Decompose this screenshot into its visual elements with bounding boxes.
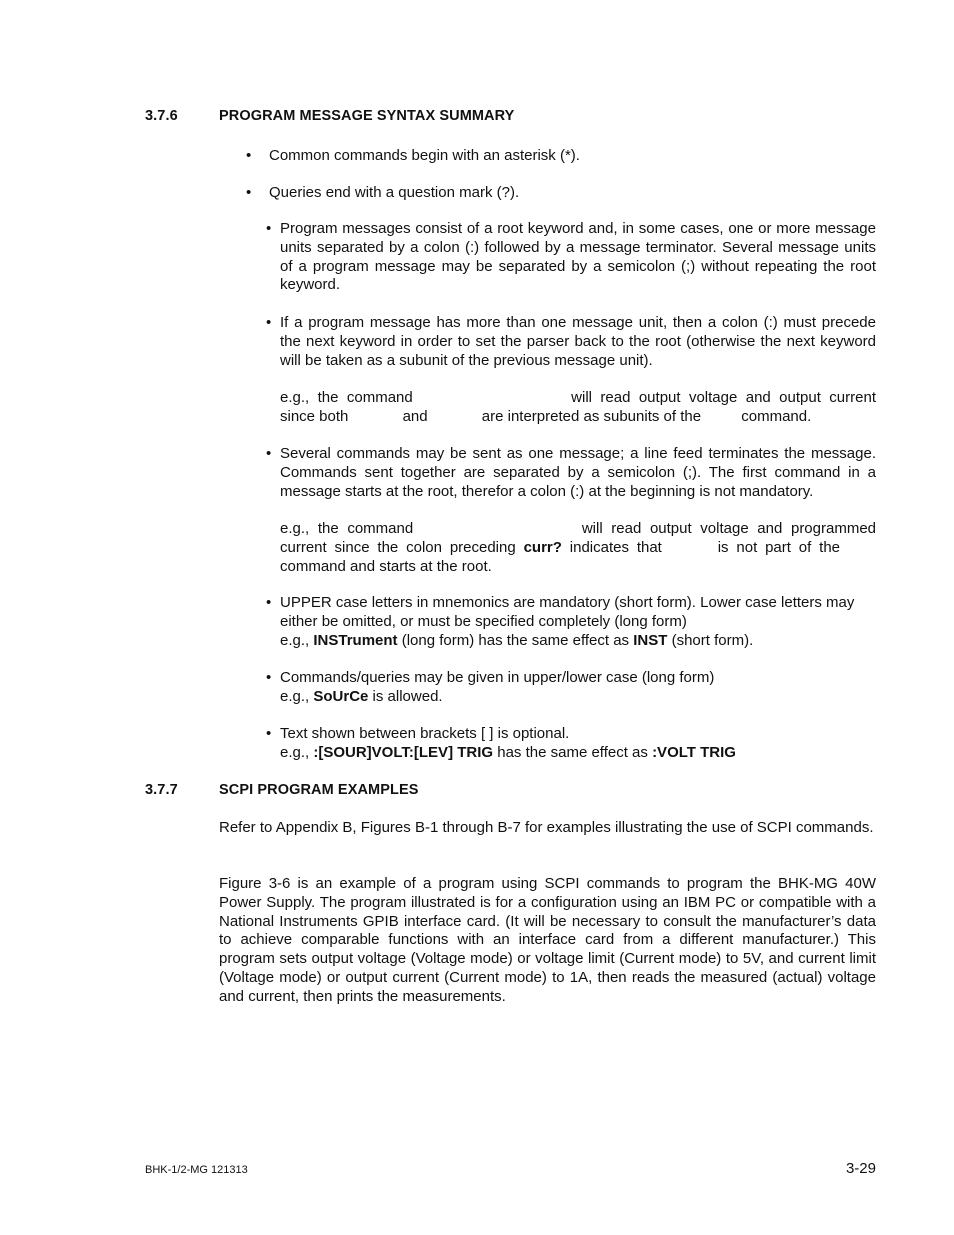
bullet-text: If a program message has more than one message unit, then a colon (:) must precede the next keyword in order to set the parser back to the root (otherwise the next keyword will be taken as a subunit of the previous message unit).	[280, 314, 876, 369]
bullet-sentence: UPPER case letters in mnemonics are mandatory (short form). Lower case letters may either be omitted, or must be specified completely (long form)	[280, 594, 855, 630]
bullet-dot: •	[266, 220, 272, 237]
bullet-text: Queries end with a question mark (?).	[269, 184, 520, 201]
example-part: (short form).	[671, 631, 754, 649]
paragraph-figure-3-6: Figure 3-6 is an example of a program using SCPI commands to program the BHK-MG 40W Power Supply. The program illustrated is for a configuration using an IBM PC or compatible with a National Instruments GPIB interface card. (It will be necessary to consult the manufacturer’s data to achieve comparable functions with an interface card from a different manufacturer.) This program sets output voltage (Voltage mode) or voltage limit (Current mode) to 5V, and current limit (Voltage mode) or output current (Current mode) to 1A, then reads the measured (actual) voltage and current, then prints the measurements.	[219, 875, 876, 1005]
bullet-upper-case	[266, 594, 876, 650]
example-part: e.g., the command	[280, 389, 413, 407]
bullet-text: Program messages consist of a root keyword and, in some cases, one or more message units separated by a colon (:) followed by a message terminator. Several message units of a program message may be separated by a semicolon (;) without repeating the root keyword.	[280, 220, 876, 294]
bullet-brackets-optional	[266, 725, 876, 763]
bullet-dot: •	[246, 184, 252, 201]
example-part: will read output voltage and output current since both	[280, 389, 876, 425]
footer-page-number: 3-29	[845, 1160, 876, 1177]
example-part: (long form) has the same effect as	[401, 631, 630, 649]
example-part: will read output voltage and programmed current since the colon preceding	[280, 520, 877, 556]
bullet-message-units	[266, 314, 876, 427]
bullet-sentence: Text shown between brackets [ ] is optional.	[280, 725, 570, 742]
bullet-text: Several commands may be sent as one message; a line feed terminates the message. Commands sent together are separated by a semicolon (;). The first command in a message starts at the root, therefor a colon (:) at the beginning is not mandatory.	[280, 445, 876, 500]
example-bold: SoUrCe	[313, 687, 369, 705]
bullet-dot: •	[266, 314, 272, 331]
example-bold: :VOLT TRIG	[652, 743, 736, 761]
example-part: are interpreted as subunits of the	[481, 407, 702, 425]
example-bold: :[SOUR]VOLT:[LEV] TRIG	[313, 743, 494, 761]
bullet-sentence: Commands/queries may be given in upper/lower case (long form)	[280, 669, 715, 686]
example-text	[280, 520, 876, 576]
section-heading-3-7-7	[145, 782, 419, 798]
section-number: 3.7.7	[145, 782, 178, 798]
example-part: command.	[741, 407, 812, 425]
example-bold: INSTrument	[313, 631, 398, 649]
bullet-dot: •	[246, 147, 252, 164]
bullet-common-commands	[246, 146, 580, 165]
bullet-text	[280, 594, 876, 650]
footer-document-id: BHK-1/2-MG 121313	[145, 1164, 248, 1176]
example-part: and	[402, 407, 428, 425]
bullet-case-insensitive	[266, 669, 876, 707]
bullet-text: Common commands begin with an asterisk (*).	[269, 147, 580, 164]
example-part: is not part of the	[717, 538, 841, 556]
bullet-dot: •	[266, 445, 272, 462]
bullet-several-commands	[266, 445, 876, 577]
section-title: PROGRAM MESSAGE SYNTAX SUMMARY	[219, 108, 515, 124]
bullet-text	[280, 725, 876, 763]
example-part: e.g.,	[280, 743, 310, 761]
bullet-program-messages	[266, 220, 876, 295]
example-bold: INST	[633, 631, 668, 649]
example-part: e.g., the command	[280, 520, 414, 538]
bullet-dot: •	[266, 725, 272, 742]
bullet-queries	[246, 183, 519, 202]
example-text	[280, 389, 876, 427]
paragraph-appendix-reference: Refer to Appendix B, Figures B-1 through B-7 for examples illustrating the use of SCPI commands.	[219, 819, 874, 836]
example-part: indicates that	[569, 538, 662, 556]
example-part: e.g.,	[280, 631, 310, 649]
bullet-dot: •	[266, 669, 272, 686]
bullet-dot: •	[266, 594, 272, 611]
example-bold: curr?	[523, 538, 562, 556]
example-part: is allowed.	[372, 687, 443, 705]
section-number: 3.7.6	[145, 108, 178, 124]
bullet-text	[280, 669, 876, 707]
section-title: SCPI PROGRAM EXAMPLES	[219, 782, 419, 798]
example-part: has the same effect as	[497, 743, 648, 761]
section-heading-3-7-6	[145, 108, 514, 124]
example-part: command and starts at the root.	[280, 557, 492, 575]
example-part: e.g.,	[280, 687, 310, 705]
